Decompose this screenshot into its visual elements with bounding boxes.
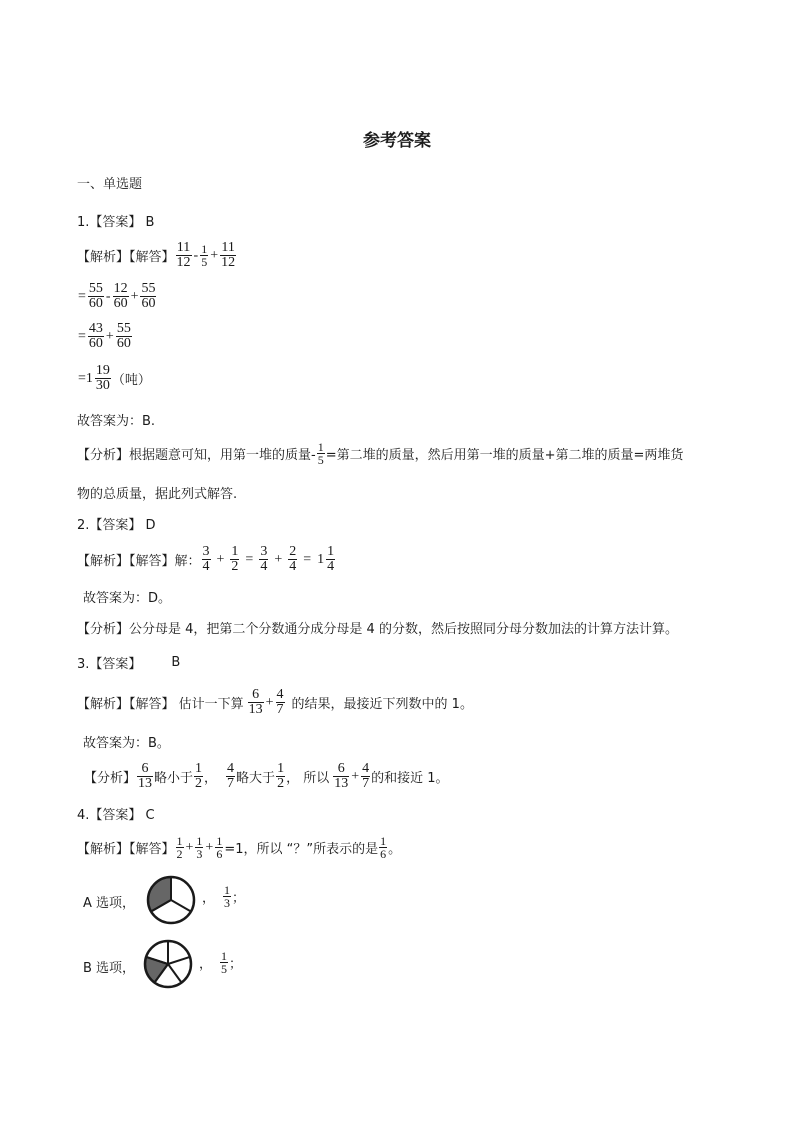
q3-answer-value: B — [171, 655, 181, 670]
plus-sign: + — [351, 768, 360, 784]
option-b-label: B 选项， — [83, 961, 136, 976]
equals-sign: = — [78, 288, 86, 304]
q3-fenxi — [84, 762, 449, 791]
equals-sign: = — [78, 328, 86, 344]
pie-divider-line — [168, 964, 182, 983]
plus-sign: + — [265, 694, 274, 710]
option-a-label: A 选项， — [83, 896, 136, 911]
q2-answer: 2.【答案】 D — [77, 518, 156, 533]
q4-analysis-text: 。 — [388, 842, 402, 857]
fraction: $\frac{1}{6}$ — [380, 834, 387, 861]
q2-conclusion: 故答案为：D。 — [83, 591, 172, 606]
section-heading: 一、单选题 — [77, 177, 143, 192]
q1-step1 — [77, 282, 157, 311]
fraction: $\frac{1}{6}$ — [216, 834, 223, 861]
fenxi-text: =第二堆的质量，然后用第一堆的质量+第二堆的质量=两堆货 — [325, 448, 684, 463]
q1-analysis-label: 【解析】【解答】 — [77, 250, 175, 265]
fraction: $\frac{1}{2}$ — [231, 544, 239, 574]
fraction: $\frac{12}{60}$ — [113, 281, 128, 311]
fraction: $\frac{55}{60}$ — [116, 321, 131, 351]
fraction: $\frac{1}{3}$ — [224, 883, 231, 910]
option-a-value — [202, 884, 245, 909]
option-a-pie-diagram — [145, 874, 197, 926]
equals-sign: = — [245, 551, 254, 567]
plus-sign: + — [274, 551, 283, 567]
minus-sign: - — [193, 247, 199, 263]
minus-sign: - — [105, 288, 111, 304]
fraction: $\frac{19}{30}$ — [95, 363, 110, 393]
equals-sign: = — [303, 551, 312, 567]
fenxi-label: 【分析】 — [84, 771, 137, 786]
separator: ， — [199, 957, 213, 972]
q3-conclusion: 故答案为：B。 — [83, 736, 170, 751]
q2-fenxi: 【分析】公分母是 4，把第二个分数通分成分母是 4 的分数，然后按照同分母分数加法的计算方法计算。 — [77, 622, 678, 637]
mixed-number-whole: 1 — [317, 551, 325, 567]
pie-divider-line — [171, 900, 191, 912]
q1-fenxi-cont: 物的总质量，据此列式解答. — [77, 487, 238, 502]
page-title: 参考答案 — [363, 131, 431, 151]
q1-answer: 1.【答案】 B — [77, 215, 155, 230]
plus-sign: + — [130, 288, 139, 304]
fraction: $\frac{1}{3}$ — [196, 834, 203, 861]
fenxi-text: 略小于 — [154, 771, 194, 786]
q1-step3 — [77, 364, 151, 393]
fenxi-text: ， 所以 — [286, 771, 330, 786]
fenxi-text: 略大于 — [236, 771, 276, 786]
unit-label: （吨） — [111, 373, 151, 388]
fraction: $\frac{6}{13}$ — [334, 761, 349, 791]
fraction: $\frac{11}{12}$ — [176, 240, 191, 270]
fraction: $\frac{4}{7}$ — [276, 687, 284, 717]
q3-analysis — [77, 688, 473, 717]
q4-analysis — [77, 835, 401, 860]
separator: ， — [202, 891, 216, 906]
separator: ； — [229, 957, 243, 972]
fraction: $\frac{4}{7}$ — [362, 761, 370, 791]
pie-divider-line — [168, 957, 190, 964]
q4-analysis-text: =1，所以 “？”所表示的是 — [224, 842, 379, 857]
fraction: $\frac{1}{2}$ — [195, 761, 203, 791]
q1-step2 — [77, 322, 133, 351]
q3-analysis-label: 【解析】【解答】 估计一下算 — [77, 697, 244, 712]
fraction: $\frac{6}{13}$ — [138, 761, 153, 791]
q3-analysis-text: 的结果，最接近下列数中的 1。 — [291, 697, 473, 712]
q4-answer: 4.【答案】 C — [77, 808, 155, 823]
fraction: $\frac{11}{12}$ — [221, 240, 236, 270]
fraction: $\frac{1}{4}$ — [327, 544, 335, 574]
fraction: $\frac{55}{60}$ — [88, 281, 103, 311]
fraction: $\frac{4}{7}$ — [227, 761, 235, 791]
plus-sign: + — [210, 247, 219, 263]
option-b-value — [199, 950, 242, 975]
plus-sign: + — [105, 328, 114, 344]
q3-answer-label: 3.【答案】 — [77, 657, 142, 672]
plus-sign: + — [185, 839, 194, 855]
separator: ； — [232, 891, 246, 906]
q4-analysis-label: 【解析】【解答】 — [77, 842, 175, 857]
mixed-number-whole: =1 — [78, 370, 93, 386]
q3-answer — [77, 653, 180, 672]
fraction: $\frac{1}{5}$ — [221, 949, 228, 976]
plus-sign: + — [205, 839, 214, 855]
fraction: $\frac{2}{4}$ — [289, 544, 297, 574]
fenxi-text: ， — [204, 771, 218, 786]
fraction: $\frac{1}{5}$ — [317, 440, 324, 467]
fraction: $\frac{1}{2}$ — [277, 761, 285, 791]
fenxi-text: 【分析】根据题意可知，用第一堆的质量- — [77, 448, 316, 463]
fraction: $\frac{1}{5}$ — [201, 242, 208, 269]
q1-conclusion: 故答案为：B. — [77, 414, 156, 429]
fraction: $\frac{55}{60}$ — [141, 281, 156, 311]
fraction: $\frac{3}{4}$ — [260, 544, 268, 574]
q2-analysis-label: 【解析】【解答】解： — [77, 554, 201, 569]
fraction: $\frac{1}{2}$ — [176, 834, 183, 861]
q1-fenxi — [77, 441, 683, 466]
option-b-pie-diagram — [142, 938, 194, 990]
fraction: $\frac{6}{13}$ — [248, 687, 263, 717]
q2-analysis — [77, 545, 336, 574]
q1-analysis — [77, 241, 237, 270]
fenxi-text: 的和接近 1。 — [371, 771, 449, 786]
fraction: $\frac{3}{4}$ — [202, 544, 210, 574]
fraction: $\frac{43}{60}$ — [88, 321, 103, 351]
plus-sign: + — [216, 551, 225, 567]
